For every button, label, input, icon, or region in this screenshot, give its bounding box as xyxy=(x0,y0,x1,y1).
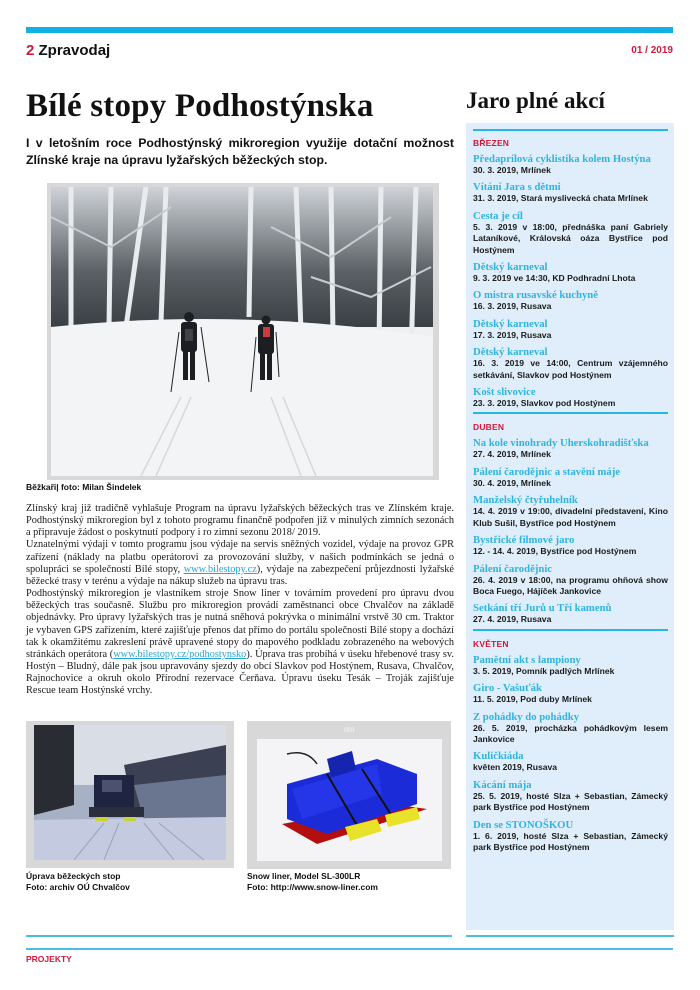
event-item xyxy=(473,494,668,529)
paragraph-text: Zlínský kraj již tradičně vyhlašuje Program na úpravu lyžařských běžeckých tras ve Zlínském kraje. Podhostýnský mikroregion byl z tohoto programu finančně podpořen již v minulých zimních sezonách a připravuje žádost o poskytnutí podpory i ro zimní sezonu 2018/ 2019. xyxy=(26,503,454,539)
event-title: Z pohádky do pohádky xyxy=(473,710,580,723)
event-item xyxy=(473,682,668,705)
event-title: Dětský karneval xyxy=(473,346,548,359)
event-detail: 30. 3. 2019, Mrlínek xyxy=(473,165,551,175)
event-detail: 26. 4. 2019 v 18:00, na programu ohňová show Boca Fuego, Hájíček Jankovice xyxy=(473,574,668,596)
snow-liner-image xyxy=(257,739,442,861)
event-title: Setkání tří Jurů u Tří kamenů xyxy=(473,602,612,615)
event-item xyxy=(473,779,668,814)
column-bottom-rule xyxy=(26,935,452,937)
event-title: Pamětní akt s lampiony xyxy=(473,653,581,666)
main-photo-caption: Běžkaři| foto: Milan Šindelek xyxy=(26,482,142,492)
event-item xyxy=(473,654,668,677)
body-paragraph xyxy=(26,503,454,539)
month-label-duben: DUBEN xyxy=(473,422,505,433)
event-detail: 31. 3. 2019, Stará myslivecká chata Mrlínek xyxy=(473,193,648,204)
event-title: Předaprílová cyklistika kolem Hostýna xyxy=(473,153,651,165)
paragraph-text: ). Úprava tras probíhá v úseku hřebenové trasy sv. Hostýn – Bludný, dále pak jsou upravovány sjezdy do obcí Slavkov pod Hostýnem, Rusava, Chvalčov, Rajnochovice a okruh okolo Přírodní rezervace Čerňava. Úpravu úseku Tesák – Troják zajišťuje Rescue team Hostýnské vrchy. xyxy=(26,648,454,697)
caption-line: Snow liner, Model SL-300LR xyxy=(247,871,361,881)
footer-section-label: PROJEKTY xyxy=(26,954,72,964)
event-item xyxy=(473,563,668,598)
caption-line: Foto: archiv OÚ Chvalčov xyxy=(26,882,130,892)
publication-name: Zpravodaj xyxy=(38,42,111,59)
event-title: Pálení čarodějnic xyxy=(473,562,553,575)
paragraph-text: Uznatelnými výdaji v tomto programu jsou výdaje na servis sněžných vozidel, výdaje na provoz GPR zařízení (náklady na platbu operátorovi za provozování služby, v našich podmínkách se jedná o spolupráci se společností Bílé stopy, xyxy=(26,539,454,575)
page-header xyxy=(26,42,110,59)
snow-liner-photo xyxy=(247,721,451,869)
event-detail: 16. 3. 2019, Rusava xyxy=(473,301,552,312)
event-title: Kácání mája xyxy=(473,778,532,791)
page-number: 2 xyxy=(26,42,35,59)
event-detail: 27. 4. 2019, Mrlínek xyxy=(473,449,551,460)
body-paragraph xyxy=(26,588,454,697)
grooming-photo-image xyxy=(34,725,226,860)
caption-line: Foto: http://www.snow-liner.com xyxy=(247,882,378,892)
event-item xyxy=(473,289,668,312)
event-detail: 23. 3. 2019, Slavkov pod Hostýnem xyxy=(473,398,616,409)
event-title: Den se STONOŠKOU xyxy=(473,818,574,831)
event-item xyxy=(473,711,668,746)
event-title: Kuličkiáda xyxy=(473,750,524,763)
event-item xyxy=(473,437,668,460)
caption-line: Úprava běžeckých stop xyxy=(26,871,121,881)
photo-overlay-label: oto xyxy=(343,725,355,734)
event-title: Pálení čarodějnic a stavění máje xyxy=(473,465,621,478)
event-item xyxy=(473,534,668,557)
event-title: Cesta je cíl xyxy=(473,209,523,222)
article-body xyxy=(26,503,454,698)
event-item xyxy=(473,153,668,176)
event-detail: 3. 5. 2019, Pomník padlých Mrlínek xyxy=(473,665,615,676)
paragraph-text: ), výdaje na zabezpečení průjezdnosti lyžařské běžecké trasy v terénu a výdaje na nákup služeb na úpravu tras. xyxy=(26,563,454,587)
event-title: Košt slivovice xyxy=(473,386,536,399)
event-item xyxy=(473,819,668,854)
event-title: Giro - Vašuťák xyxy=(473,682,542,695)
paragraph-text: Podhostýnský mikroregion je vlastníkem stroje Snow liner v továrním provedení pro úpravu dvou běžeckých tras současně. Službu pro mikroregion provádí zaměstnanci obce Chvalčov na základě objednávky. Pro úpravy lyžařských tras je nutná sněhová pokrývka o minimální vrstvě 30 cm. Traktor je vybaven GPS zařízením, které zajišťuje přenos dat přímo do portálu společnosti Bílé stopy a dochází tak k okamžitému zakreslení právě upravené stopy do mapového podkladu zobrazeného na webových stránkách operátora ( xyxy=(26,588,454,660)
event-title: Na kole vinohrady Uherskohradišťska xyxy=(473,437,649,450)
event-detail: 11. 5. 2019, Pod duby Mrlínek xyxy=(473,694,592,705)
event-title: Manželský čtyřuhelník xyxy=(473,494,578,507)
section-divider xyxy=(473,629,668,631)
event-detail: 17. 3. 2019, Rusava xyxy=(473,329,552,340)
grooming-photo xyxy=(26,721,234,868)
event-detail: květen 2019, Rusava xyxy=(473,762,558,773)
event-detail: 9. 3. 2019 ve 14:30, KD Podhradní Lhota xyxy=(473,273,636,284)
grooming-photo-caption xyxy=(26,871,130,893)
section-divider xyxy=(473,412,668,414)
event-title: Bystřické filmové jaro xyxy=(473,534,575,547)
event-title: Dětský karneval xyxy=(473,261,548,274)
event-item xyxy=(473,346,668,381)
event-item xyxy=(473,261,668,284)
event-item xyxy=(473,318,668,341)
event-item xyxy=(473,181,668,204)
body-paragraph xyxy=(26,539,454,588)
footer-rule xyxy=(26,948,673,950)
event-detail: 25. 5. 2019, hosté Slza + Sebastian, Zámecký park Bystřice pod Hostýnem xyxy=(473,790,668,813)
article-title: Bílé stopy Podhostýnska xyxy=(26,88,374,124)
snow-liner-caption xyxy=(247,871,378,893)
event-detail: 14. 4. 2019 v 19:00, divadelní představení, Kino Klub Sušil, Bystřice pod Hostýnem xyxy=(473,506,668,528)
events-heading: Jaro plné akcí xyxy=(466,88,605,113)
event-detail: 27. 4. 2019, Rusava xyxy=(473,614,552,625)
event-item xyxy=(473,750,668,773)
skiers-photo xyxy=(47,183,439,480)
event-title: Dětský karneval xyxy=(473,317,548,330)
article-lead: I v letošním roce Podhostýnský mikroregion využije dotační možnost Zlínské kraje na úpravu lyžařských běžeckých stop. xyxy=(26,136,454,167)
month-label-kveten: KVĚTEN xyxy=(473,638,509,649)
event-detail: 5. 3. 2019 v 18:00, přednáška paní Gabriely Lataníkové, Královská oáza Bystřice pod Hostýnem xyxy=(473,221,668,255)
issue-number: 01 / 2019 xyxy=(631,45,673,56)
event-item xyxy=(473,386,668,409)
month-label-brezen: BŘEZEN xyxy=(473,138,510,148)
event-title: O mistra rusavské kuchyně xyxy=(473,289,598,302)
event-detail: 12. - 14. 4. 2019, Bystřice pod Hostýnem xyxy=(473,546,637,557)
bilestopy-podhostynsko-link[interactable]: www.bilestopy.cz/podhostynsko xyxy=(113,648,247,660)
bilestopy-link[interactable]: www.bilestopy.cz xyxy=(183,563,257,575)
section-divider xyxy=(473,129,668,131)
event-detail: 26. 5. 2019, procházka pohádkovým lesem Jankovice xyxy=(473,722,668,744)
event-item xyxy=(473,210,668,256)
top-accent-bar xyxy=(26,27,673,33)
events-sidebar xyxy=(466,123,674,930)
event-title: Vítání Jara s dětmi xyxy=(473,181,561,194)
skiers-photo-image xyxy=(51,187,433,476)
sidebar-bottom-rule xyxy=(466,935,674,937)
event-item xyxy=(473,602,668,625)
event-item xyxy=(473,466,668,489)
event-detail: 16. 3. 2019 ve 14:00, Centrum vzájemného setkávání, Slavkov pod Hostýnem xyxy=(473,358,668,380)
event-detail: 1. 6. 2019, hosté Slza + Sebastian, Zámecký park Bystřice pod Hostýnem xyxy=(473,830,668,852)
event-detail: 30. 4. 2019, Mrlínek xyxy=(473,477,551,488)
